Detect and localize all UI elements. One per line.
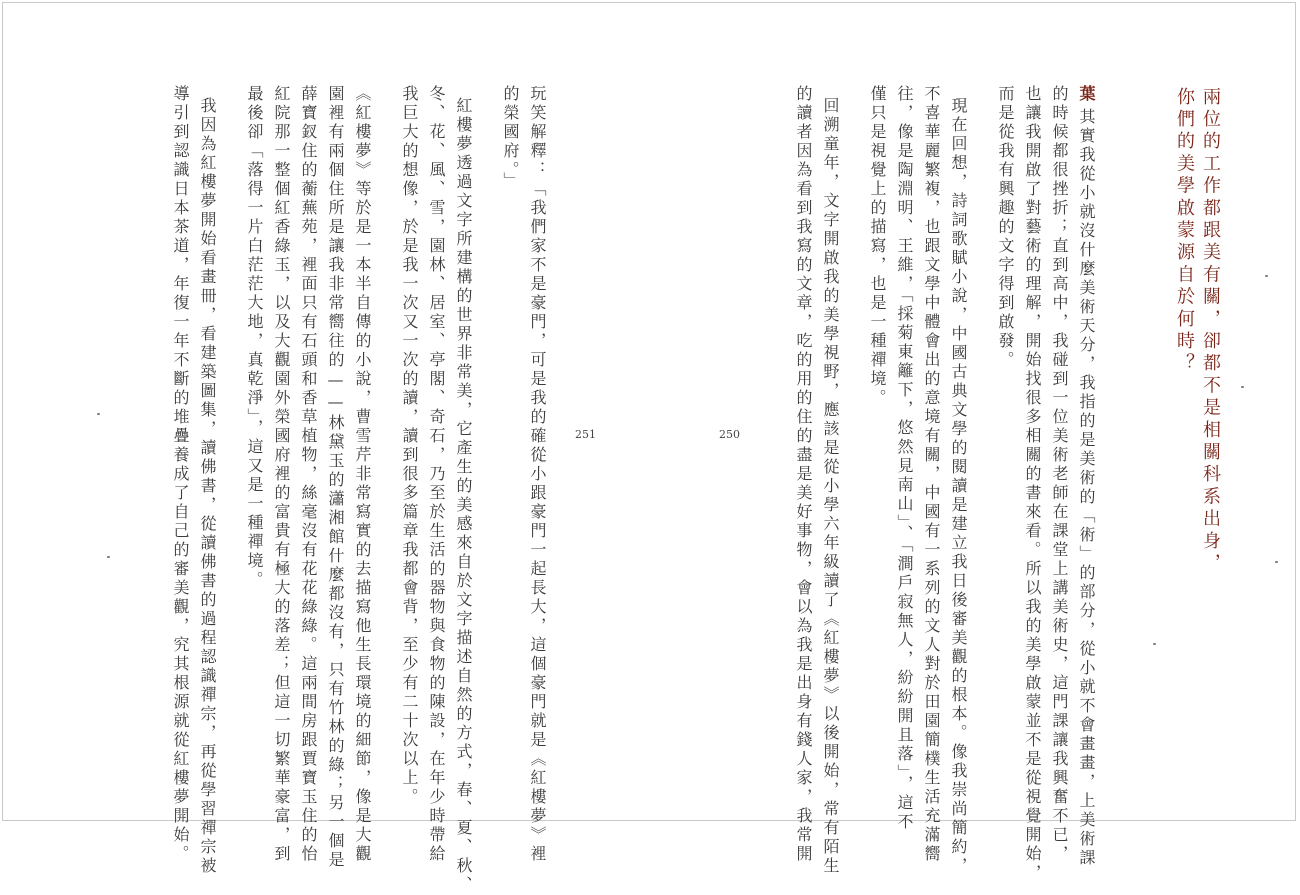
answer-line: 紅樓夢透過文字所建構的世界非常美，它產生的美感來自於文字描述自然的方式，春、夏、秋、: [454, 97, 473, 895]
scan-speck: [1241, 386, 1244, 388]
scan-speck: [107, 556, 110, 558]
answer-line: 而是從我有興趣的文字得到啟發。: [996, 85, 1015, 370]
answer-line: 回溯童年，文字開啟我的美學視野，應該是從小學六年級讀了《紅樓夢》以後開始，常有陌生: [821, 97, 840, 876]
scan-speck: [1265, 275, 1268, 277]
answer-line: 的榮國府。」: [501, 85, 520, 191]
answer-line: 冬、花、風、雪，園林、居室、亭閣、奇石，乃至於生活的器物與食物的陳設，在年少時帶給: [427, 85, 446, 864]
page-number-right: 250: [719, 428, 740, 441]
answer-line: [1075, 85, 1097, 868]
answer-line: 薛寶釵住的蘅蕪苑，裡面只有石頭和香草植物，絲毫沒有花花綠綠。這兩間房跟賈寶玉住的怡: [299, 85, 318, 864]
answer-line: 往，像是陶淵明、王維，「採菊東籬下，悠然見南山」、「澗戶寂無人，紛紛開且落」，這不: [895, 85, 914, 832]
answer-line: 僅只是視覺上的描寫，也是一種禪境。: [868, 85, 887, 408]
answer-line: 最後卻「落得一片白茫茫大地，真乾淨」，這又是一種禪境。: [245, 85, 264, 590]
answer-line: 導引到認識日本茶道，年復一年不斷的堆疊養成了自己的審美觀，究其根源就從紅樓夢開始。: [171, 85, 190, 864]
answer-line: 園裡有兩個住所是讓我非常嚮往的——林黛玉的瀟湘館什麼都沒有，只有竹林的綠；另一個是: [326, 85, 345, 870]
speaker-label: 葉: [1077, 85, 1096, 104]
answer-line: 《紅樓夢》等於是一本半自傳的小說，曹雪芹非常寫實的去描寫他生長環境的細節，像是大觀: [353, 85, 372, 864]
question-line-2: 你們的美學啟蒙源自於何時？: [1174, 87, 1195, 376]
answer-text: 其實我從小就沒什麼美術天分，我指的是美術的「術」的部分，從小就不會畫畫，上美術課: [1077, 108, 1096, 868]
answer-line: 的時候都很挫折；直到高中，我碰到一位美術老師在課堂上講美術史，這門課讓我興奮不已，: [1050, 85, 1069, 864]
page-number-left: 251: [575, 428, 596, 441]
scan-speck: [97, 413, 100, 415]
answer-line: 我巨大的想像，於是我一次又一次的讀，讀到很多篇章我都會背，至少有二十次以上。: [400, 85, 419, 807]
scan-speck: [1275, 561, 1278, 563]
answer-line: 的讀者因為看到我寫的文章，吃的用的住的盡是美好事物，會以為我是出身有錢人家，我常開: [794, 85, 813, 864]
book-spread: [2, 2, 1296, 895]
answer-line: 現在回想，詩詞歌賦小說，中國古典文學的閱讀是建立我日後審美觀的根本。像我崇尚簡約，: [949, 97, 968, 876]
answer-line: 玩笑解釋：「我們家不是豪門，可是我的確從小跟豪門一起長大，這個豪門就是《紅樓夢》裡: [528, 85, 547, 864]
answer-line: 也讓我開啟了對藝術的理解，開始找很多相關的書來看。所以我的美學啟蒙並不是從視覺開始，: [1023, 85, 1042, 883]
answer-line: 我因為紅樓夢開始看畫冊，看建築圖集，讀佛書，從讀佛書的過程認識禪宗，再從學習禪宗被: [198, 97, 217, 876]
scan-speck: [1153, 643, 1156, 645]
answer-line: 不喜華麗繁複，也跟文學中體會出的意境有關，中國有一系列的文人對於田園簡樸生活充滿嚮: [922, 85, 941, 864]
question-line-1: 兩位的工作都跟美有關，卻都不是相關科系出身，: [1200, 87, 1221, 576]
answer-line: 紅院那一整個紅香綠玉，以及大觀園外榮國府裡的富貴有極大的落差；但這一切繁華豪富，到: [272, 85, 291, 864]
